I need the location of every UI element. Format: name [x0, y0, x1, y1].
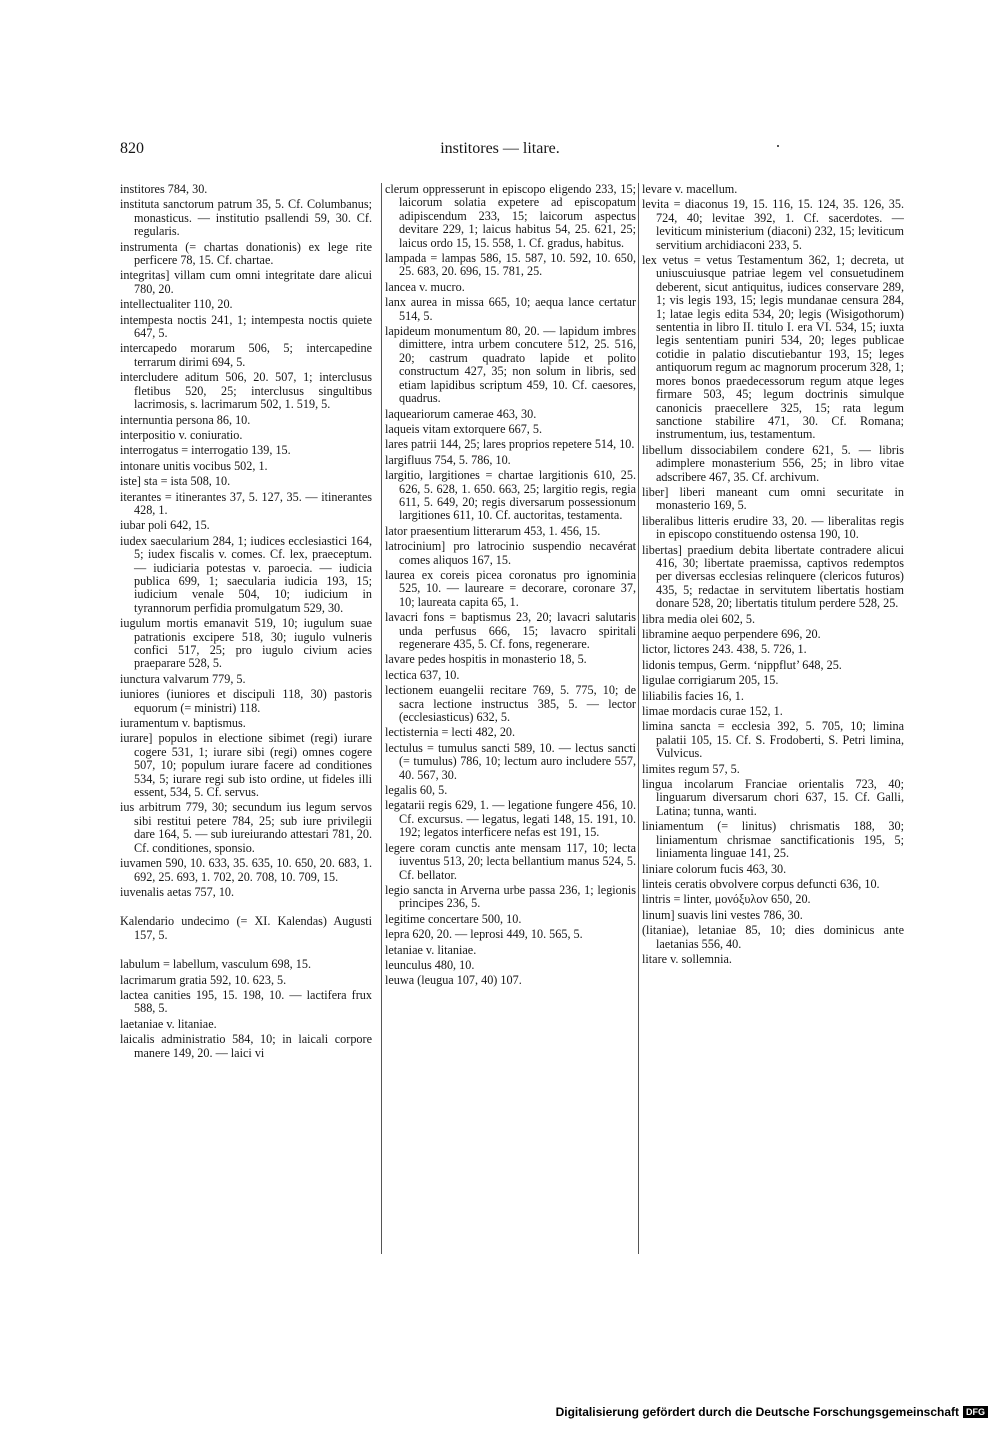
index-entry: linum] suavis lini vestes 786, 30. [642, 907, 803, 922]
index-entry: interrogatus = interrogatio 139, 15. [120, 443, 291, 458]
index-entry: intempesta noctis 241, 1; intempesta noctis quiete 647, 5. [120, 312, 372, 341]
index-entry: levare v. macellum. [642, 183, 738, 196]
index-entry: intercludere aditum 506, 20. 507, 1; interclusus fletibus 520, 25; interclusus singultibus lacrimosis, s. lacrimarum 502, 1. 519, 5. [120, 370, 372, 412]
index-entry: internuntia persona 86, 10. [120, 412, 251, 427]
index-entry: institores 784, 30. [120, 183, 208, 196]
index-entry: lactea canities 195, 15. 198, 10. — lactifera frux 588, 5. [120, 987, 372, 1016]
index-entry: lictor, lictores 243. 438, 5. 726, 1. [642, 642, 807, 657]
scan-speck [777, 145, 779, 147]
index-entry: instituta sanctorum patrum 35, 5. Cf. Columbanus; monasticus. — institutio psallendi 59, 30. Cf. regularis. [120, 197, 372, 239]
index-entry: levita = diaconus 19, 15. 116, 15. 124, 35. 126, 35. 724, 40; levitae 392, 1. Cf. sacerdotes. — leviticum ministerium (diaconi) 232, 15; leviticum servitium archidiaconi 233, 5. [642, 197, 904, 252]
index-entry: limites regum 57, 5. [642, 761, 740, 776]
index-entry: laurea ex coreis picea coronatus pro ignominia 525, 10. — laureare = decorare, coronare 37, 10; laureata capita 65, 1. [385, 567, 636, 609]
index-entry: iurare] populos in electione sibimet (regi) iurare cogere 531, 1; iurare sibi (regi) omnes cogere 507, 10; populum iurare facere ad conditiones 534, 5; iurare regi sub isto ordine, ut fideles illi essent, 534, 5. Cf. servus. [120, 731, 372, 800]
index-entry: legalis 60, 5. [385, 783, 448, 798]
index-entry: latrocinium] pro latrocinio suspendio necavérat comes aliquos 167, 15. [385, 539, 636, 567]
index-entry: lancea v. mucro. [385, 279, 465, 294]
index-entry: iste] sta = ista 508, 10. [120, 474, 231, 489]
index-entry: intercapedo morarum 506, 5; intercapedine terrarum dirimi 694, 5. [120, 341, 372, 369]
index-entry: lex vetus = vetus Testamentum 362, 1; decreta, ut uniuscuiusque patriae legem vel consuetudinem deberent, sicut antiquitus, iudices conservare 289, 1; vis legis 193, 15; legis mundanae censura 284, 1; latae legis edita 534, 20; legis (Wisigothorum) sententia in libro II. titulo I. era VI. 534, 15; iuxta legis sententiam puniri 534, 20; leges publicae cotidie in palatio discutiebantur 193, 15; leges antiquorum regum ac magnorum procerum 328, 1; mores bonos praedecessorum regum atque leges firmare 503, 45; legum doctrinis simulque canonicis praecellere 325, 15; rata legum sanctione stabilire 471, 30. Cf. Romana; instrumentum, ius, testamentum. [642, 253, 904, 442]
index-entry: laqueis vitam extorquere 667, 5. [385, 421, 543, 436]
index-entry: integritas] villam cum omni integritate dare alicui 780, 20. [120, 268, 372, 296]
index-entry: intonare unitis vocibus 502, 1. [120, 458, 268, 473]
index-entry: lectica 637, 10. [385, 667, 460, 682]
index-entry: ius arbitrum 779, 30; secundum ius legum servos sibi restitui petere 784, 25; sub iure privilegii dare 164, 5. — sub iureiurando attestari 781, 20. Cf. conditiones, sponsio. [120, 800, 372, 855]
index-entry: laqueariorum camerae 463, 30. [385, 406, 537, 421]
index-entry: iudex saecularium 284, 1; iudices ecclesiastici 164, 5; iudex fiscalis v. comes. Cf. lex, praeceptum. — iudiciaria potestas v. paroecia. — iudicia publica 699, 1; saecularia iudicia 193, 15; iudicium venale 504, 10; iudicium in tyrannorum perfidia promulgatum 529, 30. [120, 533, 372, 615]
dfg-logo: DFG [963, 1406, 988, 1418]
index-entry: legitime concertare 500, 10. [385, 911, 522, 926]
index-entry: iuniores (iuniores et discipuli 118, 30) pastoris equorum (= ministri) 118. [120, 687, 372, 715]
running-head: institores — litare. [440, 140, 560, 157]
index-entry: lingua incolarum Franciae orientalis 723, 40; linguarum diversarum chori 637, 15. Cf. Galli, Latina; tunna, wanti. [642, 777, 904, 818]
index-entry: iuramentum v. baptismus. [120, 716, 246, 731]
index-entry: leuwa (leugua 107, 40) 107. [385, 973, 522, 988]
index-entry: iuvamen 590, 10. 633, 35. 635, 10. 650, 20. 683, 1. 692, 25. 693, 1. 702, 20. 708, 10. 709, 15. [120, 856, 372, 884]
index-entry: clerum oppresserunt in episcopo eligendo 233, 15; laicorum solatia expetere ad episcopatum adipiscendum 233, 15; laicorum aspectus devitare 229, 1; laicus habitus 54, 25. 621, 25; laicus ordo 15, 15. 558, 1. Cf. gradus, habitus. [385, 183, 636, 250]
index-entry: largifluus 754, 5. 786, 10. [385, 452, 511, 467]
index-entry: lavare pedes hospitis in monasterio 18, 5. [385, 652, 587, 667]
index-entry: lectisternia = lecti 482, 20. [385, 725, 516, 740]
index-column-2 [381, 183, 636, 1254]
index-entry: lectionem euangelii recitare 769, 5. 775, 10; de sacra lectione instructus 385, 5. — lector (ecclesiasticus) 632, 5. [385, 683, 636, 725]
index-entry: iugulum mortis emanavit 519, 10; iugulum suae patrationis excipere 518, 30; iugulo vulneris confici 517, 25; pro iugulo civium acies praeparare 528, 5. [120, 616, 372, 671]
index-entry: libellum dissociabilem condere 621, 5. — libris adimplere monasterium 556, 25; in libro vitae adscribere 467, 35. Cf. archivum. [642, 442, 904, 484]
index-entry: lares patrii 144, 25; lares proprios repetere 514, 10. [385, 437, 635, 452]
index-column-1 [120, 183, 372, 1254]
index-entry: largitio, largitiones = chartae largitionis 610, 25. 626, 5. 628, 1. 650. 663, 25; largitio regis, regia 611, 5. 649, 20; regis diversarum possessionum largitiones 611, 10. Cf. auctoritas, testamenta. [385, 468, 636, 523]
index-entry: liberalibus litteris erudire 33, 20. — liberalitas regis in episcopo constituendo ostensa 190, 10. [642, 513, 904, 542]
page-number: 820 [120, 140, 144, 157]
index-entry: laicalis administratio 584, 10; in laicali corpore manere 149, 20. — laici vi [120, 1032, 372, 1060]
index-entry: linteis ceratis obvolvere corpus defuncti 636, 10. [642, 876, 880, 891]
index-entry: lator praesentium litterarum 453, 1. 456, 15. [385, 523, 601, 538]
index-entry: letaniae v. litaniae. [385, 942, 477, 957]
index-entry: (litaniae), letaniae 85, 10; dies dominicus ante laetanias 556, 40. [642, 923, 904, 951]
index-entry: legio sancta in Arverna urbe passa 236, 1; legionis principes 236, 5. [385, 882, 636, 911]
index-entry: intellectualiter 110, 20. [120, 297, 233, 312]
index-entry: iunctura valvarum 779, 5. [120, 671, 246, 686]
index-entry: Kalendario undecimo (= XI. Kalendas) Augusti 157, 5. [120, 914, 372, 942]
index-entry: lavacri fons = baptismus 23, 20; lavacri salutaris unda perfusus 666, 15; lavacro spiritali regenerare 435, 5. Cf. fons, regenerare. [385, 610, 636, 651]
index-entry: libra media olei 602, 5. [642, 611, 756, 626]
index-entry: legere coram cunctis ante mensam 117, 10; lecta iuventus 513, 20; lecta bellantium manus 524, 5. Cf. bellator. [385, 840, 636, 882]
index-entry: leunculus 480, 10. [385, 957, 475, 972]
index-entry: liniare colorum fucis 463, 30. [642, 861, 787, 876]
index-entry: liniamentum (= linitus) chrismatis 188, 30; liniamentum chrismae sanctificationis 195, 5; liniamenta linguae 141, 25. [642, 819, 904, 861]
index-entry: instrumenta (= chartas donationis) ex lege rite perficere 78, 15. Cf. chartae. [120, 239, 372, 268]
index-entry: liber] liberi maneant cum omni securitate in monasterio 169, 5. [642, 484, 904, 513]
index-entry: lectulus = tumulus sancti 589, 10. — lectus sancti (= tumulus) 786, 10; lectum auro includere 557, 40. 567, 30. [385, 740, 636, 782]
footer-credit [556, 1405, 988, 1419]
footer-credit-text: Digitalisierung gefördert durch die Deutsche Forschungsgemeinschaft [555, 1405, 959, 1419]
index-column-3 [638, 183, 904, 1254]
index-entry: liliabilis facies 16, 1. [642, 688, 744, 703]
index-entry: iterantes = itinerantes 37, 5. 127, 35. — itinerantes 428, 1. [120, 489, 372, 517]
index-entry: lanx aurea in missa 665, 10; aequa lance certatur 514, 5. [385, 295, 636, 323]
index-entry: libramine aequo perpendere 696, 20. [642, 627, 821, 641]
index-entry: lampada = lampas 586, 15. 587, 10. 592, 10. 650, 25. 683, 20. 696, 15. 781, 25. [385, 251, 636, 279]
index-entry: libertas] praedium debita libertate contradere alicui 416, 30; libertate praemissa, captivos redemptos per diversas ecclesias relinquere (clericos futuros) 435, 5; redactae in servitutem libertatis hostiam donare 528, 20; libertatis titulum perdere 528, 25. [642, 542, 904, 611]
index-entry: iubar poli 642, 15. [120, 518, 210, 533]
index-entry: lepra 620, 20. — leprosi 449, 10. 565, 5. [385, 927, 583, 942]
index-entry: iuvenalis aetas 757, 10. [120, 884, 235, 899]
index-entry: interpositio v. coniuratio. [120, 427, 243, 442]
index-entry: laetaniae v. litaniae. [120, 1016, 217, 1031]
index-entry: lintris = linter, μονόξυλον 650, 20. [642, 892, 811, 907]
index-entry: ligulae corrigiarum 205, 15. [642, 673, 779, 688]
index-entry: limina sancta = ecclesia 392, 5. 705, 10; limina palatii 105, 15. Cf. S. Frodoberti, S. Petri limina, Vulvicus. [642, 719, 904, 761]
index-entry: lacrimarum gratia 592, 10. 623, 5. [120, 972, 287, 987]
index-entry: lapideum monumentum 80, 20. — lapidum imbres dimittere, intra urbem concutere 512, 25. 516, 20; castrum quadrato lapide et polito constructum 427, 35; non solum in libris, sed etiam lapidibus scriptum 459, 10. Cf. caesores, quadrus. [385, 324, 636, 406]
index-entry: limae mordacis curae 152, 1. [642, 704, 783, 719]
index-entry: litare v. sollemnia. [642, 951, 732, 966]
index-entry: lidonis tempus, Germ. ‘nippflut’ 648, 25. [642, 657, 842, 672]
index-entry: labulum = labellum, vasculum 698, 15. [120, 957, 312, 972]
index-entry: legatarii regis 629, 1. — legatione fungere 456, 10. Cf. excursus. — legatus, legati 148, 15. 191, 10. 192; legatos interficere nefas est 191, 15. [385, 798, 636, 840]
